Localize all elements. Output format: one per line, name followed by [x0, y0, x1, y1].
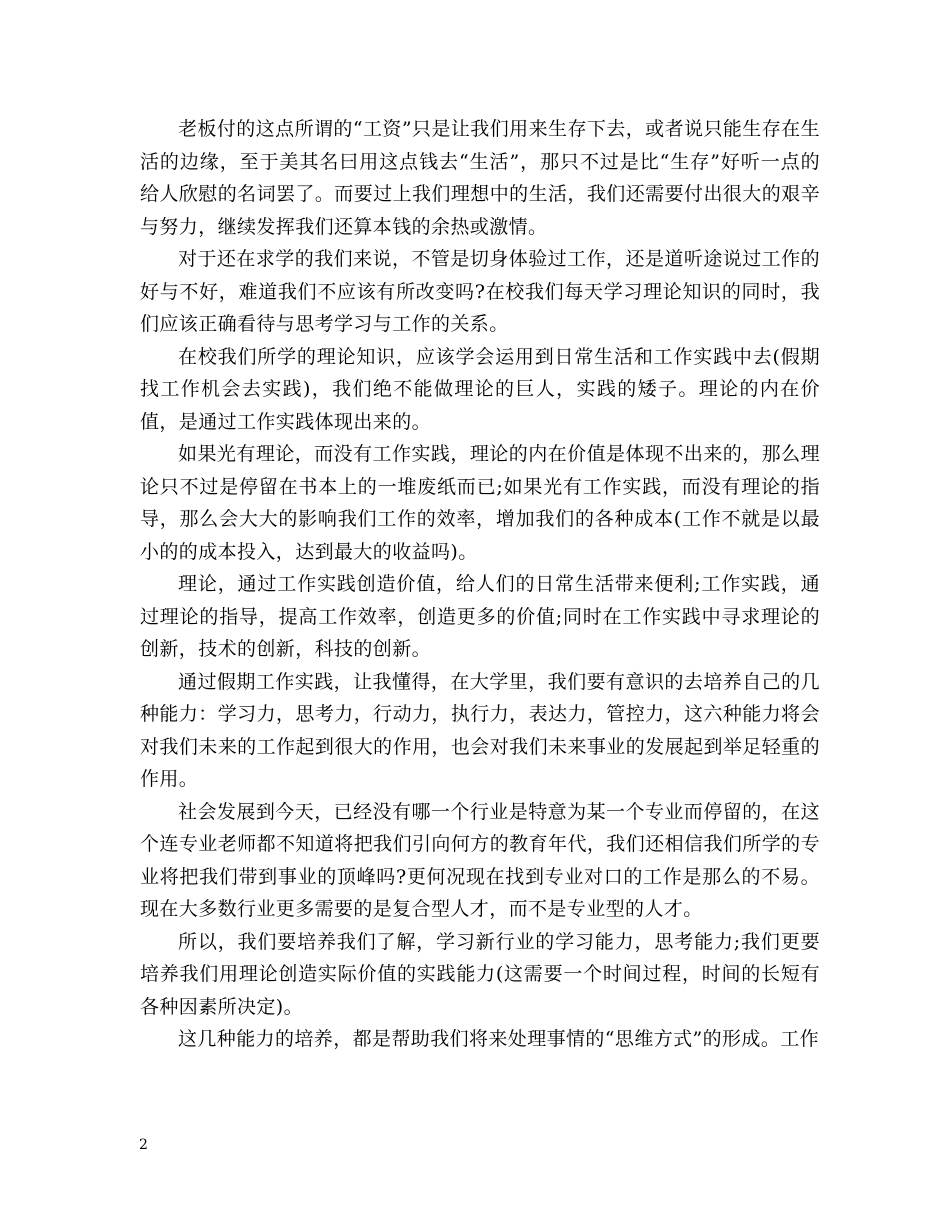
- paragraph-2: 对于还在求学的我们来说，不管是切身体验过工作，还是道听途说过工作的好与不好，难道我们不应该有所改变吗?在校我们每天学习理论知识的同时，我们应该正确看待与思考学习与工作的关系。: [140, 248, 820, 335]
- paragraph-1: 老板付的这点所谓的“工资”只是让我们用来生存下去，或者说只能生存在生活的边缘，至于美其名曰用这点钱去“生活”，那只不过是比“生存”好听一点的给人欣慰的名词罢了。而要过上我们理想中的生活，我们还需要付出很大的艰辛与努力，继续发挥我们还算本钱的余热或激情。: [140, 118, 820, 238]
- page-number: 2: [139, 1137, 148, 1153]
- paragraph-3: 在校我们所学的理论知识，应该学会运用到日常生活和工作实践中去(假期找工作机会去实践)，我们绝不能做理论的巨人，实践的矮子。理论的内在价值，是通过工作实践体现出来的。: [140, 345, 820, 433]
- paragraph-4: 如果光有理论，而没有工作实践，理论的内在价值是体现不出来的，那么理论只不过是停留在书本上的一堆废纸而已;如果光有工作实践，而没有理论的指导，那么会大大的影响我们工作的效率，增加我们的各种成本(工作不就是以最小的的成本投入，达到最大的收益吗)。: [140, 443, 820, 563]
- paragraph-6: 通过假期工作实践，让我懂得，在大学里，我们要有意识的去培养自己的几种能力：学习力，思考力，行动力，执行力，表达力，管控力，这六种能力将会对我们未来的工作起到很大的作用，也会对我们未来事业的发展起到举足轻重的作用。: [140, 670, 820, 790]
- document-body: [140, 113, 820, 1056]
- paragraph-8: 所以，我们要培养我们了解，学习新行业的学习能力，思考能力;我们更要培养我们用理论创造实际价值的实践能力(这需要一个时间过程，时间的长短有各种因素所决定)。: [140, 930, 820, 1018]
- paragraph-7: 社会发展到今天，已经没有哪一个行业是特意为某一个专业而停留的，在这个连专业老师都不知道将把我们引向何方的教育年代，我们还相信我们所学的专业将把我们带到事业的顶峰吗?更何况现在找到专业对口的工作是那么的不易。现在大多数行业更多需要的是复合型人才，而不是专业型的人才。: [140, 800, 820, 920]
- paragraph-9: 这几种能力的培养，都是帮助我们将来处理事情的“思维方式”的形成。工作: [178, 1028, 820, 1050]
- paragraph-5: 理论，通过工作实践创造价值，给人们的日常生活带来便利;工作实践，通过理论的指导，提高工作效率，创造更多的价值;同时在工作实践中寻求理论的创新，技术的创新，科技的创新。: [140, 573, 820, 660]
